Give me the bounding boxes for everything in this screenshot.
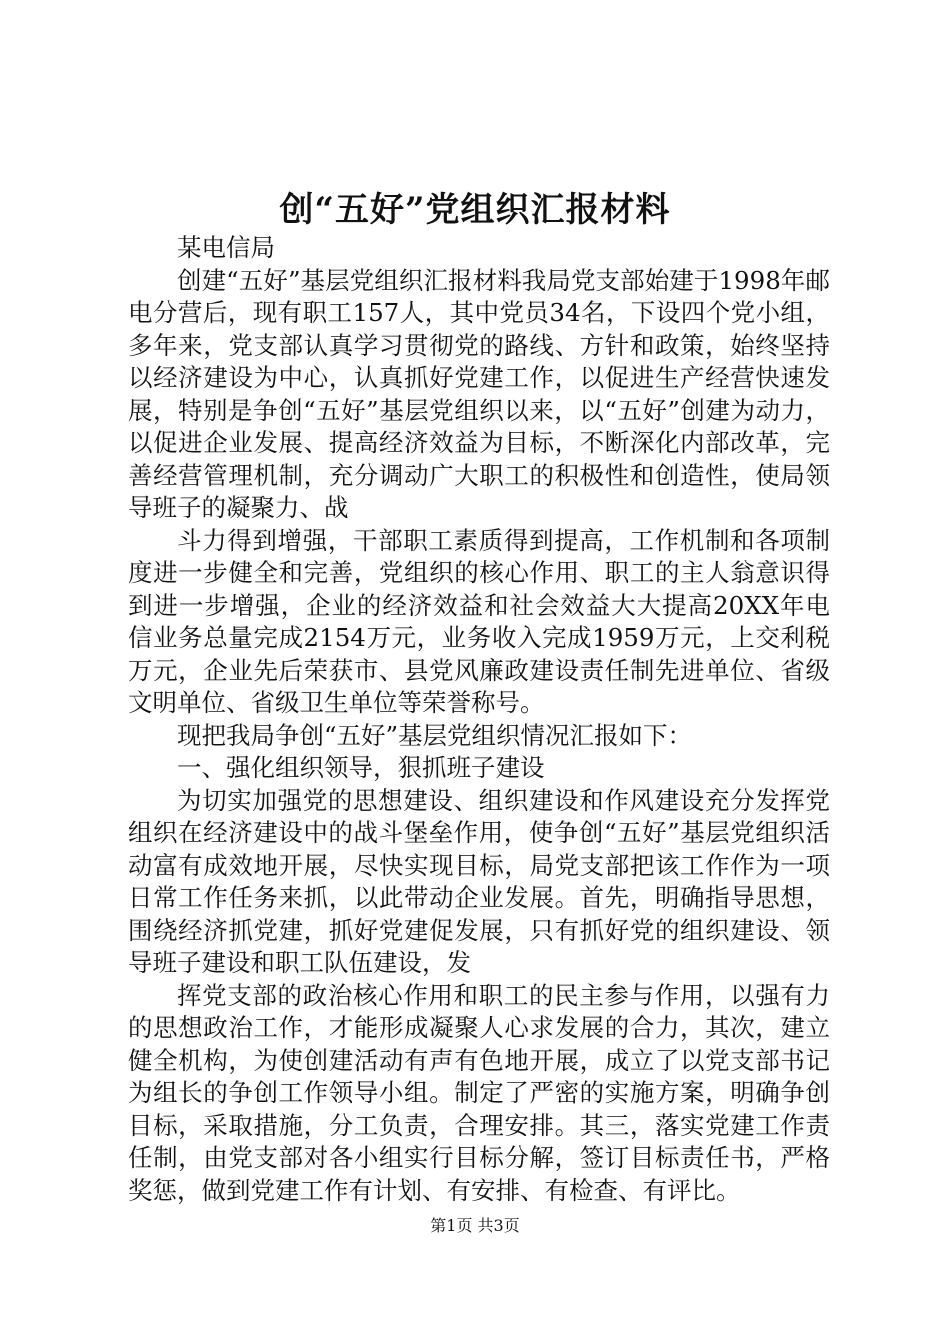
document-body xyxy=(128,232,830,1207)
body-paragraph: 为切实加强党的思想建设、组织建设和作风建设充分发挥党组织在经济建设中的战斗堡垒作用，使争创“五好”基层党组织活动富有成效地开展，尽快实现目标，局党支部把该工作作为一项日常工作任务来抓，以此带动企业发展。首先，明确指导思想，围绕经济抓党建，抓好党建促发展，只有抓好党的组织建设、领导班子建设和职工队伍建设，发 xyxy=(128,785,830,977)
body-paragraph: 斗力得到增强，干部职工素质得到提高，工作机制和各项制度进一步健全和完善，党组织的核心作用、职工的主人翁意识得到进一步增强，企业的经济效益和社会效益大大提高20XX年电信业务总量完成2154万元，业务收入完成1959万元，上交利税万元，企业先后荣获市、县党风廉政建设责任制先进单位、省级文明单位、省级卫生单位等荣誉称号。 xyxy=(128,525,830,717)
page-number-footer: 第1页 共3页 xyxy=(430,1216,520,1235)
author-line: 某电信局 xyxy=(177,233,275,262)
section-heading: 一、强化组织领导，狠抓班子建设 xyxy=(177,753,545,782)
body-paragraph: 现把我局争创“五好”基层党组织情况汇报如下： xyxy=(177,720,693,750)
body-paragraph: 创建“五好”基层党组织汇报材料我局党支部始建于1998年邮电分营后，现有职工157人，其中党员34名，下设四个党小组，多年来，党支部认真学习贯彻党的路线、方针和政策，始终坚持以经济建设为中心，认真抓好党建工作，以促进生产经营快速发展，特别是争创“五好”基层党组织以来，以“五好”创建为动力，以促进企业发展、提高经济效益为目标，不断深化内部改革，完善经营管理机制，充分调动广大职工的积极性和创造性，使局领导班子的凝聚力、战 xyxy=(128,265,830,522)
document-title: 创“五好”党组织汇报材料 xyxy=(279,190,671,230)
body-paragraph: 挥党支部的政治核心作用和职工的民主参与作用，以强有力的思想政治工作，才能形成凝聚人心求发展的合力，其次，建立健全机构，为使创建活动有声有色地开展，成立了以党支部书记为组长的争创工作领导小组。制定了严密的实施方案，明确争创目标，采取措施，分工负责，合理安排。其三，落实党建工作责任制，由党支部对各小组实行目标分解，签订目标责任书，严格奖惩，做到党建工作有计划、有安排、有检查、有评比。 xyxy=(128,980,830,1205)
